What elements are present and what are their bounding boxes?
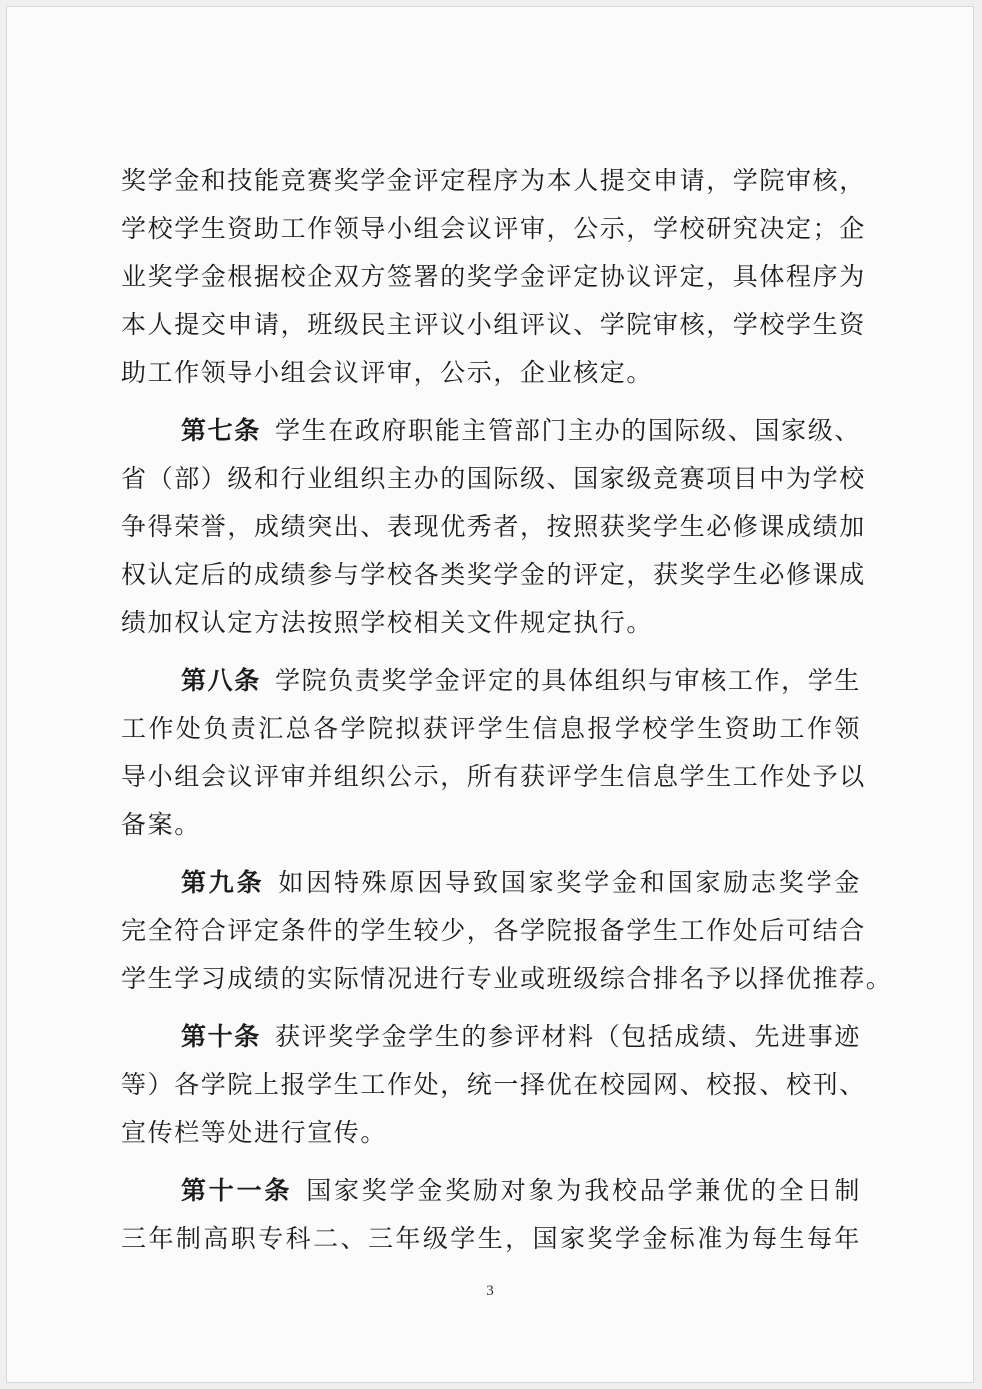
article-7 bbox=[121, 407, 866, 647]
text-line: 争得荣誉，成绩突出、表现优秀者，按照获奖学生必修课成绩加 bbox=[121, 512, 866, 541]
article-first-line bbox=[121, 1013, 861, 1061]
article-first-line bbox=[121, 859, 861, 907]
article-first-text: 学生在政府职能主管部门主办的国际级、国家级、 bbox=[274, 416, 862, 445]
article-11 bbox=[121, 1167, 861, 1263]
text-line: 宣传栏等处进行宣传。 bbox=[121, 1118, 388, 1147]
text-line: 三年制高职专科二、三年级学生，国家奖学金标准为每生每年 bbox=[121, 1224, 861, 1253]
article-heading: 第十条 bbox=[181, 1022, 261, 1051]
text-line: 奖学金和技能竞赛奖学金评定程序为本人提交申请，学院审核， bbox=[121, 166, 866, 195]
text-line: 业奖学金根据校企双方签署的奖学金评定协议评定，具体程序为 bbox=[121, 262, 866, 291]
article-first-line bbox=[121, 657, 861, 705]
text-line: 备案。 bbox=[121, 810, 201, 839]
article-heading: 第十一条 bbox=[181, 1176, 293, 1205]
text-line: 导小组会议评审并组织公示，所有获评学生信息学生工作处予以 bbox=[121, 762, 866, 791]
text-line: 助工作领导小组会议评审，公示，企业核定。 bbox=[121, 358, 654, 387]
text-line: 工作处负责汇总各学院拟获评学生信息报学校学生资助工作领 bbox=[121, 714, 861, 743]
document-body bbox=[121, 157, 893, 1273]
article-first-line bbox=[121, 1167, 861, 1215]
article-heading: 第八条 bbox=[181, 666, 261, 695]
article-first-text: 如因特殊原因导致国家奖学金和国家励志奖学金 bbox=[278, 868, 861, 897]
text-line: 等）各学院上报学生工作处，统一择优在校园网、校报、校刊、 bbox=[121, 1070, 866, 1099]
paragraph-continuation bbox=[121, 157, 866, 397]
text-line: 本人提交申请，班级民主评议小组评议、学院审核，学校学生资 bbox=[121, 310, 866, 339]
page-number: 3 bbox=[486, 1283, 494, 1299]
article-9 bbox=[121, 859, 893, 1003]
article-first-text: 国家奖学金奖励对象为我校品学兼优的全日制 bbox=[306, 1176, 861, 1205]
text-line: 省（部）级和行业组织主办的国际级、国家级竞赛项目中为学校 bbox=[121, 464, 866, 493]
text-line: 学校学生资助工作领导小组会议评审，公示，学校研究决定；企 bbox=[121, 214, 866, 243]
article-first-text: 学院负责奖学金评定的具体组织与审核工作，学生 bbox=[274, 666, 862, 695]
text-line: 权认定后的成绩参与学校各类奖学金的评定，获奖学生必修课成 bbox=[121, 560, 866, 589]
article-10 bbox=[121, 1013, 866, 1157]
article-heading: 第七条 bbox=[181, 416, 261, 445]
text-line: 学生学习成绩的实际情况进行专业或班级综合排名予以择优推荐。 bbox=[121, 964, 893, 993]
text-line: 完全符合评定条件的学生较少，各学院报备学生工作处后可结合 bbox=[121, 916, 866, 945]
article-8 bbox=[121, 657, 866, 849]
document-page bbox=[6, 6, 974, 1383]
article-heading: 第九条 bbox=[181, 868, 265, 897]
article-first-line bbox=[121, 407, 861, 455]
article-first-text: 获评奖学金学生的参评材料（包括成绩、先进事迹 bbox=[274, 1022, 862, 1051]
text-line: 绩加权认定方法按照学校相关文件规定执行。 bbox=[121, 608, 654, 637]
